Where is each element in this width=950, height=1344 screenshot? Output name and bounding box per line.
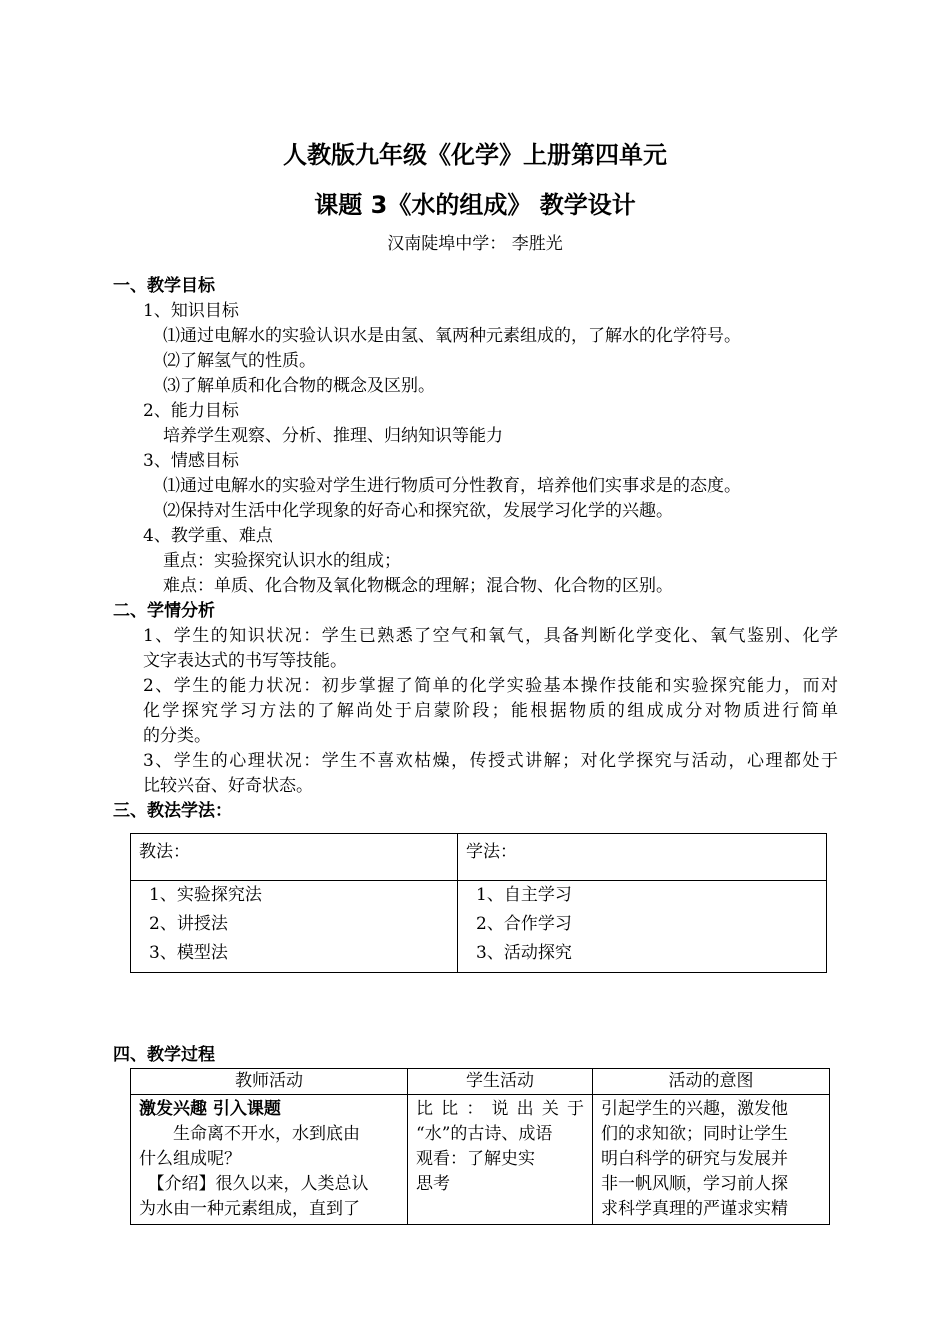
knowledge-item: ⑴通过电解水的实验认识水是由氢、氧两种元素组成的，了解水的化学符号。	[163, 326, 741, 346]
process-table	[130, 1068, 830, 1225]
knowledge-item: ⑶了解单质和化合物的概念及区别。	[163, 376, 435, 396]
intent-line: 引起学生的兴趣，激发他	[601, 1099, 788, 1119]
student-activity-line: 观看：了解史实	[416, 1149, 535, 1169]
keypoint-text: 重点：实验探究认识水的组成；	[163, 551, 401, 571]
learn-method-label: 学法：	[458, 834, 827, 881]
teach-method-item: 3、模型法	[149, 943, 228, 963]
analysis-paragraph: 1、学生的知识状况：学生已熟悉了空气和氧气，具备判断化学变化、氧气鉴别、化学	[143, 626, 838, 646]
emotion-goal-heading: 3、情感目标	[143, 451, 239, 471]
teach-method-label: 教法：	[131, 834, 458, 881]
teacher-activity-line: 什么组成呢？	[139, 1149, 241, 1169]
learn-method-item: 3、活动探究	[476, 943, 572, 963]
intent-line: 明白科学的研究与发展并	[601, 1149, 788, 1169]
methods-table	[130, 833, 827, 973]
emotion-item: ⑵保持对生活中化学现象的好奇心和探究欲，发展学习化学的兴趣。	[163, 501, 673, 521]
document-subtitle: 课题 3《水的组成》 教学设计	[314, 191, 636, 219]
keypoint-heading: 4、教学重、难点	[143, 526, 273, 546]
teacher-activity-line: 生命离不开水，水到底由	[139, 1124, 360, 1144]
intent-line: 们的求知欲；同时让学生	[601, 1124, 788, 1144]
teach-method-item: 2、讲授法	[149, 914, 228, 934]
analysis-paragraph: 文字表达式的书写等技能。	[143, 651, 347, 671]
analysis-paragraph: 化学探究学习方法的了解尚处于启蒙阶段；能根据物质的组成成分对物质进行简单	[143, 701, 838, 721]
learn-method-list	[458, 881, 827, 973]
section-heading-process: 四、教学过程	[113, 1045, 215, 1065]
analysis-paragraph: 的分类。	[143, 726, 211, 746]
teacher-activity-cell	[131, 1095, 408, 1225]
teacher-activity-line: 【介绍】很久以来，人类总认	[139, 1174, 369, 1194]
student-activity-cell	[408, 1095, 593, 1225]
ability-goal-heading: 2、能力目标	[143, 401, 239, 421]
ability-goal-text: 培养学生观察、分析、推理、归纳知识等能力	[163, 426, 503, 446]
difficulty-text: 难点：单质、化合物及氧化物概念的理解；混合物、化合物的区别。	[163, 576, 673, 596]
section-heading-analysis: 二、学情分析	[113, 601, 215, 621]
analysis-paragraph: 比较兴奋、好奇状态。	[143, 776, 313, 796]
column-header-intent: 活动的意图	[593, 1069, 830, 1095]
section-heading-goals: 一、教学目标	[113, 276, 215, 296]
teach-method-item: 1、实验探究法	[149, 885, 262, 905]
analysis-paragraph: 3、学生的心理状况：学生不喜欢枯燥，传授式讲解；对化学探究与活动，心理都处于	[143, 751, 838, 771]
analysis-paragraph: 2、学生的能力状况：初步掌握了简单的化学实验基本操作技能和实验探究能力，而对	[143, 676, 838, 696]
intent-cell	[593, 1095, 830, 1225]
author-line: 汉南陡埠中学： 李胜光	[387, 234, 563, 254]
knowledge-goal-heading: 1、知识目标	[143, 301, 239, 321]
intent-line: 求科学真理的严谨求实精	[601, 1199, 788, 1219]
section-heading-methods: 三、教法学法：	[113, 801, 232, 821]
learn-method-item: 2、合作学习	[476, 914, 572, 934]
teacher-activity-title: 激发兴趣 引入课题	[139, 1099, 281, 1119]
emotion-item: ⑴通过电解水的实验对学生进行物质可分性教育，培养他们实事求是的态度。	[163, 476, 741, 496]
teacher-activity-line: 为水由一种元素组成，直到了	[139, 1199, 360, 1219]
student-activity-line: 比比：说出关于	[416, 1099, 584, 1119]
column-header-teacher: 教师活动	[131, 1069, 408, 1095]
column-header-student: 学生活动	[408, 1069, 593, 1095]
teach-method-list	[131, 881, 458, 973]
intent-line: 非一帆风顺，学习前人探	[601, 1174, 788, 1194]
student-activity-line: 思考	[416, 1174, 450, 1194]
student-activity-line: “水”的古诗、成语	[416, 1124, 553, 1144]
document-title: 人教版九年级《化学》上册第四单元	[283, 141, 667, 169]
knowledge-item: ⑵了解氢气的性质。	[163, 351, 316, 371]
learn-method-item: 1、自主学习	[476, 885, 572, 905]
